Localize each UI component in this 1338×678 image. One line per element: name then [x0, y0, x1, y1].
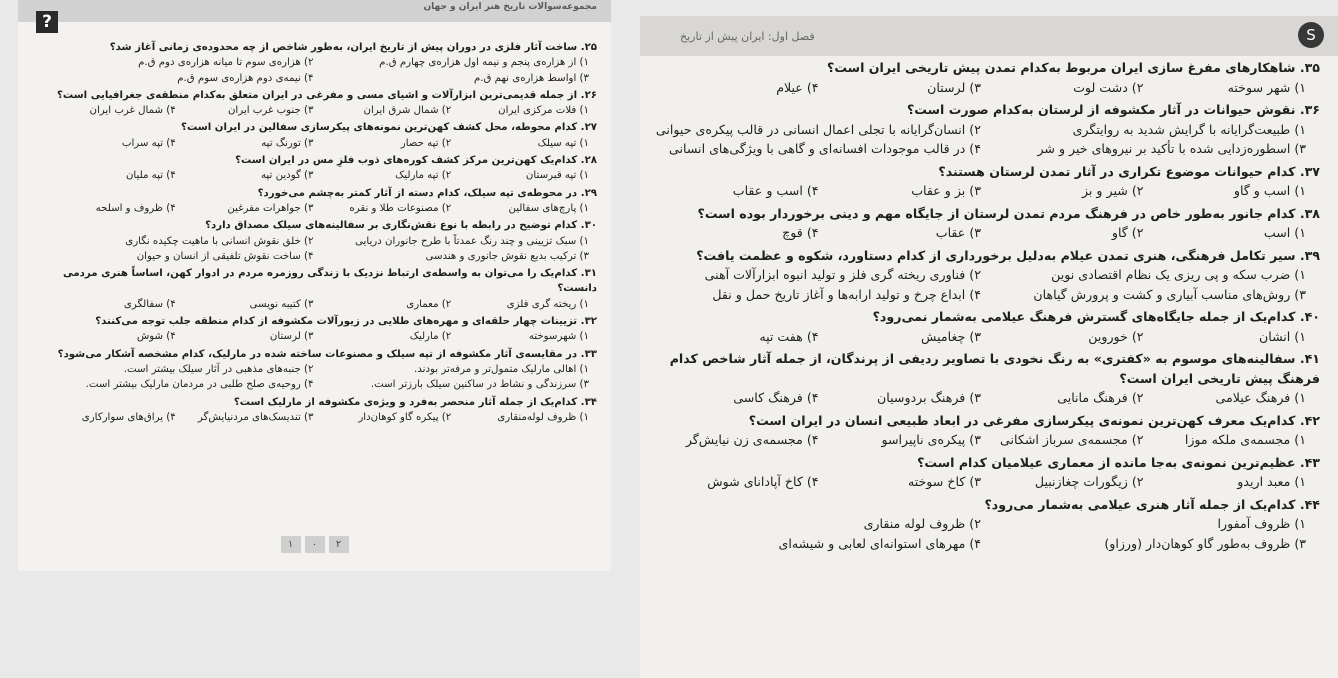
header-title: مجموعه‌سوالات تاریخ هنر ایران و جهان	[423, 2, 597, 12]
question-item	[38, 40, 597, 86]
answer-option: ۲) تپه حصار	[400, 137, 452, 149]
answer-options	[38, 201, 597, 216]
answer-options	[656, 120, 1320, 159]
page-number-digit: ۲	[329, 536, 349, 553]
answer-option: ۳) سرزندگی و نشاط در ساکنین سیلک بارزتر است.	[370, 379, 589, 391]
answer-option: ۴) ظروف و اسلحه	[95, 202, 176, 214]
answer-option: ۱) اسب	[1263, 225, 1306, 241]
right-book-page	[640, 16, 1338, 678]
answer-option: ۴) عیلام	[776, 79, 819, 95]
answer-option: ۱) شهر سوخته	[1227, 79, 1306, 95]
answer-option: ۱) تپه قبرستان	[525, 170, 589, 182]
question-stem: ۳۱. کدام‌یک را می‌توان به واسطه‌ی ارتباط نزدیک با زندگی روزمره مردم در ادوار کهن، اساساً هنری مردمی دانست؟	[63, 268, 597, 295]
question-stem: ۲۹. در محوطه‌ی تپه سیلک، کدام دسته از آثار کمتر به‌چشم می‌خورد؟	[257, 187, 597, 199]
answer-options	[38, 136, 597, 151]
answer-option: ۴) شمال غرب ایران	[89, 105, 176, 117]
question-item	[38, 395, 597, 426]
question-mark-icon: ?	[36, 11, 58, 33]
question-item	[656, 453, 1320, 492]
question-stem: ۳۶. نقوش حیوانات در آثار مکشوفه از لرستان به‌کدام صورت است؟	[906, 102, 1320, 118]
answer-option: ۴) در قالب موجودات افسانه‌ای و گاهی با ویژگی‌های انسانی	[668, 141, 981, 157]
question-stem: ۳۹. سیر تکامل فرهنگی، هنری تمدن عیلام به‌دلیل برخورداری از کدام دستاورد، شکوه و عظمت یافت؟	[696, 247, 1320, 263]
question-item	[656, 349, 1320, 408]
question-item	[38, 266, 597, 312]
answer-option: ۴) مهرهای استوانه‌ای لعابی و شیشه‌ای	[778, 535, 981, 551]
question-stem: ۳۸. کدام جانور به‌طور خاص در فرهنگ مردم تمدن لرستان از جایگاه مهم و دینی برخوردار بوده است؟	[697, 205, 1320, 221]
question-item	[38, 153, 597, 184]
answer-option: ۳) کاخ سوخته	[907, 474, 981, 490]
page-number-digit: ۰	[305, 536, 325, 553]
answer-option: ۱) اسب و گاو	[1233, 183, 1306, 199]
answer-option: ۱) شهرسوخته	[528, 331, 589, 343]
answer-option: ۲) فرهنگ مانایی	[1057, 390, 1144, 406]
answer-option: ۱) ظروف آمفورا	[1217, 516, 1306, 532]
answer-option: ۳) گودین تپه	[260, 170, 314, 182]
answer-option: ۲) دشت لوت	[1073, 79, 1144, 95]
answer-option: ۱) مجسمه‌ی ملکه موزا	[1184, 432, 1306, 448]
answer-option: ۴) یراق‌های سوارکاری	[81, 411, 176, 423]
answer-option: ۲) گاو	[1111, 225, 1144, 241]
answer-option: ۴) مجسمه‌ی زن نیایش‌گر	[685, 432, 819, 448]
answer-option: ۴) ساخت نقوش تلفیقی از انسان و حیوان	[136, 250, 314, 262]
answer-option: ۳) تندیسک‌های مردنیایش‌گر	[197, 411, 314, 423]
question-item	[656, 495, 1320, 554]
question-item	[656, 246, 1320, 305]
answer-options	[38, 168, 597, 183]
answer-option: ۲) معماری	[406, 298, 452, 310]
answer-option: ۲) انسان‌گرایانه با تجلی اعمال انسانی در قالب پیکره‌ی حیوانی	[656, 121, 981, 137]
answer-option: ۱) سبک تزیینی و چند رنگ عمدتاً با طرح جانوران دریایی	[355, 235, 589, 247]
question-stem: ۳۵. شاهکارهای مفرغ سازی ایران مربوط به‌کدام تمدن پیش تاریخی ایران است؟	[827, 60, 1320, 75]
question-list	[38, 40, 597, 427]
answer-option: ۳) ترکیب بدیع نقوش جانوری و هندسی	[425, 250, 589, 262]
left-book-page	[18, 0, 611, 571]
question-stem: ۳۴. کدام‌یک از جمله آثار منحصر به‌فرد و ویژه‌ی مکشوفه از مارلیک است؟	[233, 396, 597, 408]
question-stem: ۴۲. کدام‌یک معرف کهن‌ترین نمونه‌ی پیکرسازی مفرغی در ابعاد طبیعی انسان در ایران است؟	[748, 412, 1320, 428]
question-stem: ۲۸. کدام‌یک کهن‌ترین مرکز کشف کوره‌های ذوب فلزِ مس در ایران است؟	[235, 155, 597, 167]
answer-option: ۳) اسطوره‌زدایی شده با تأکید بر نیروهای خیر و شر	[1037, 141, 1306, 157]
answer-option: ۱) اهالی مارلیک متمول‌تر و مرفه‌تر بودند.	[414, 363, 589, 375]
question-stem: ۳۲. تزیینات چهار حلقه‌ای و مهره‌های طلایی در زیورآلات مکشوفه از کدام منطقه جلب توجه می‌کنند؟	[95, 316, 597, 328]
answer-option: ۳) عقاب	[935, 225, 981, 241]
answer-options	[656, 388, 1320, 408]
answer-option: ۱) پارچ‌های سفالین	[508, 202, 589, 214]
question-stem: ۲۶. از جمله قدیمی‌ترین ابزارآلات و اشیای مسی و مفرغی در ایران متعلق به‌کدام منطقه‌ی جغرافیایی است؟	[56, 89, 597, 101]
answer-options	[656, 514, 1320, 553]
question-item	[38, 88, 597, 119]
answer-option: ۱) ریخته گری فلزی	[506, 298, 589, 310]
answer-option: ۲) خوروین	[1088, 328, 1144, 344]
answer-options	[38, 329, 597, 344]
answer-options	[656, 223, 1320, 243]
question-stem: ۲۷. کدام محوطه، محل کشف کهن‌ترین نمونه‌های پیکرسازی سفالین در ایران است؟	[181, 122, 597, 134]
answer-options	[38, 234, 597, 265]
answer-option: ۲) زیگورات چغازنبیل	[1034, 474, 1144, 490]
page-header	[640, 16, 1338, 56]
question-stem: ۴۱. سفالینه‌های موسوم به «کفتری» به رنگ نخودی با تصاویر ردیفی از پرندگان، از جمله آثار شاخص کدام فرهنگ پیش تاریخی ایران است؟	[669, 351, 1320, 386]
answer-options	[656, 472, 1320, 492]
question-item	[38, 347, 597, 393]
answer-option: ۴) هفت تپه	[759, 328, 819, 344]
question-stem: ۴۳. عظیم‌ترین نمونه‌ی به‌جا مانده از معماری عیلامیان کدام است؟	[917, 454, 1320, 470]
question-stem: ۴۰. کدام‌یک از جمله جایگاه‌های گسترش فرهنگ عیلامی به‌شمار نمی‌رود؟	[872, 309, 1320, 325]
page-number-digit: ۱	[281, 536, 301, 553]
answer-option: ۲) شمال شرق ایران	[363, 105, 452, 117]
question-item	[38, 120, 597, 151]
answer-options	[656, 78, 1320, 98]
page-header	[18, 0, 611, 32]
question-list	[656, 58, 1320, 556]
answer-option: ۳) لرستان	[269, 331, 314, 343]
header-title: فصل اول: ایران پیش از تاریخ	[680, 30, 815, 43]
answer-option: ۱) تپه سیلک	[537, 137, 589, 149]
answer-options	[656, 327, 1320, 347]
answer-option: ۱) فرهنگ عیلامی	[1215, 390, 1306, 406]
answer-option: ۲) مجسمه‌ی سرباز اشکانی	[1000, 432, 1144, 448]
answer-option: ۳) کتیبه نویسی	[249, 298, 314, 310]
answer-option: ۳) پیکره‌ی ناپیراسو	[881, 432, 981, 448]
answer-option: ۲) مارلیک	[409, 331, 452, 343]
answer-option: ۱) ضرب سکه و پی ریزی یک نظام اقتصادی نوین	[1051, 267, 1306, 283]
answer-option: ۴) روحیه‌ی صلح طلبی در مردمان مارلیک بیشتر است.	[85, 379, 314, 391]
answer-options	[38, 103, 597, 118]
answer-option: ۱) فلات مرکزی ایران	[498, 105, 589, 117]
question-stem: ۲۵. ساخت آثار فلزی در دوران پیش از تاریخ ایران، به‌طور شاخص از چه محدوده‌ی زمانی آغاز شد؟	[109, 42, 597, 53]
question-item	[656, 162, 1320, 201]
question-item	[38, 186, 597, 217]
answer-option: ۲) پیکره گاو کوهان‌دار	[358, 411, 452, 423]
answer-option: ۳) اواسط هزاره‌ی نهم ق.م	[473, 72, 589, 84]
page-number	[18, 536, 611, 553]
answer-option: ۲) تپه مارلیک	[395, 170, 452, 182]
answer-option: ۲) شیر و بز	[1081, 183, 1144, 199]
answer-option: ۴) نیمه‌ی دوم هزاره‌ی سوم ق.م	[177, 72, 314, 84]
question-item	[38, 218, 597, 264]
question-item	[656, 100, 1320, 159]
question-stem: ۳۳. در مقایسه‌ی آثار مکشوفه از تپه سیلک و مصنوعات ساخته شده در مارلیک، کدام مشخصه آشکار می‌شود؟	[57, 348, 597, 360]
answer-option: ۳) تورنگ تپه	[261, 137, 314, 149]
answer-option: ۳) جواهرات مفرغین	[227, 202, 314, 214]
answer-option: ۴) تپه سراب	[121, 137, 176, 149]
answer-options	[38, 297, 597, 312]
answer-option: ۴) اسب و عقاب	[732, 183, 819, 199]
answer-option: ۴) فرهنگ کاسی	[733, 390, 819, 406]
question-item	[656, 58, 1320, 97]
answer-option: ۴) تپه ملیان	[125, 170, 176, 182]
answer-option: ۱) معبد اریدو	[1237, 474, 1306, 490]
answer-option: ۳) روش‌های مناسب آبیاری و کشت و پرورش گیاهان	[1033, 286, 1306, 302]
answer-option: ۳) جنوب غرب ایران	[227, 105, 314, 117]
answer-option: ۲) مصنوعات طلا و نقره	[349, 202, 452, 214]
answer-option: ۱) از هزاره‌ی پنجم و نیمه اول هزاره‌ی چهارم ق.م	[379, 57, 589, 69]
question-item	[656, 204, 1320, 243]
answer-option: ۳) بز و عقاب	[911, 183, 981, 199]
answer-option: ۲) هزاره‌ی سوم تا میانه هزاره‌ی دوم ق.م	[138, 57, 314, 69]
answer-options	[38, 55, 597, 86]
answer-option: ۱) انشان	[1258, 328, 1306, 344]
answer-option: ۴) قوچ	[782, 225, 819, 241]
answer-option: ۴) سفالگری	[123, 298, 176, 310]
answer-options	[656, 265, 1320, 304]
answer-option: ۲) خلق نقوش انسانی با ماهیت چکیده نگاری	[125, 235, 314, 247]
answer-options	[38, 362, 597, 393]
answer-option: ۱) ظروف لوله‌منقاری	[497, 411, 589, 423]
answer-options	[656, 430, 1320, 450]
answer-option: ۲) فناوری ریخته گری فلز و تولید انبوه ابزارآلات آهنی	[704, 267, 981, 283]
publisher-logo-icon: S	[1298, 22, 1324, 48]
answer-option: ۴) ابداع چرخ و تولید ارابه‌ها و آغاز تاریخ حمل و نقل	[712, 286, 981, 302]
answer-option: ۳) فرهنگ بردوسیان	[877, 390, 981, 406]
answer-option: ۴) شوش	[136, 331, 176, 343]
question-stem: ۳۰. کدام توضیح در رابطه با نوع نقش‌نگاری بر سفالینه‌های سیلک مصداق دارد؟	[205, 220, 597, 232]
answer-option: ۴) کاخ آپادانای شوش	[707, 474, 819, 490]
answer-option: ۲) ظروف لوله منقاری	[863, 516, 981, 532]
question-item	[656, 307, 1320, 346]
question-item	[656, 411, 1320, 450]
answer-option: ۳) چغامیش	[921, 328, 981, 344]
question-item	[38, 314, 597, 345]
answer-options	[656, 181, 1320, 201]
answer-option: ۱) طبیعت‌گرایانه با گرایش شدید به روایتگری	[1072, 121, 1306, 137]
answer-options	[38, 410, 597, 425]
answer-option: ۳) ظروف به‌طور گاو کوهان‌دار (ورزاو)	[1104, 535, 1306, 551]
question-stem: ۳۷. کدام حیوانات موضوع تکراری در آثار تمدن لرستان هستند؟	[938, 163, 1320, 179]
answer-option: ۲) جنبه‌های مذهبی در آثار سیلک بیشتر است.	[123, 363, 314, 375]
question-stem: ۴۴. کدام‌یک از جمله آثار هنری عیلامی به‌شمار می‌رود؟	[984, 496, 1320, 512]
answer-option: ۳) لرستان	[927, 79, 981, 95]
